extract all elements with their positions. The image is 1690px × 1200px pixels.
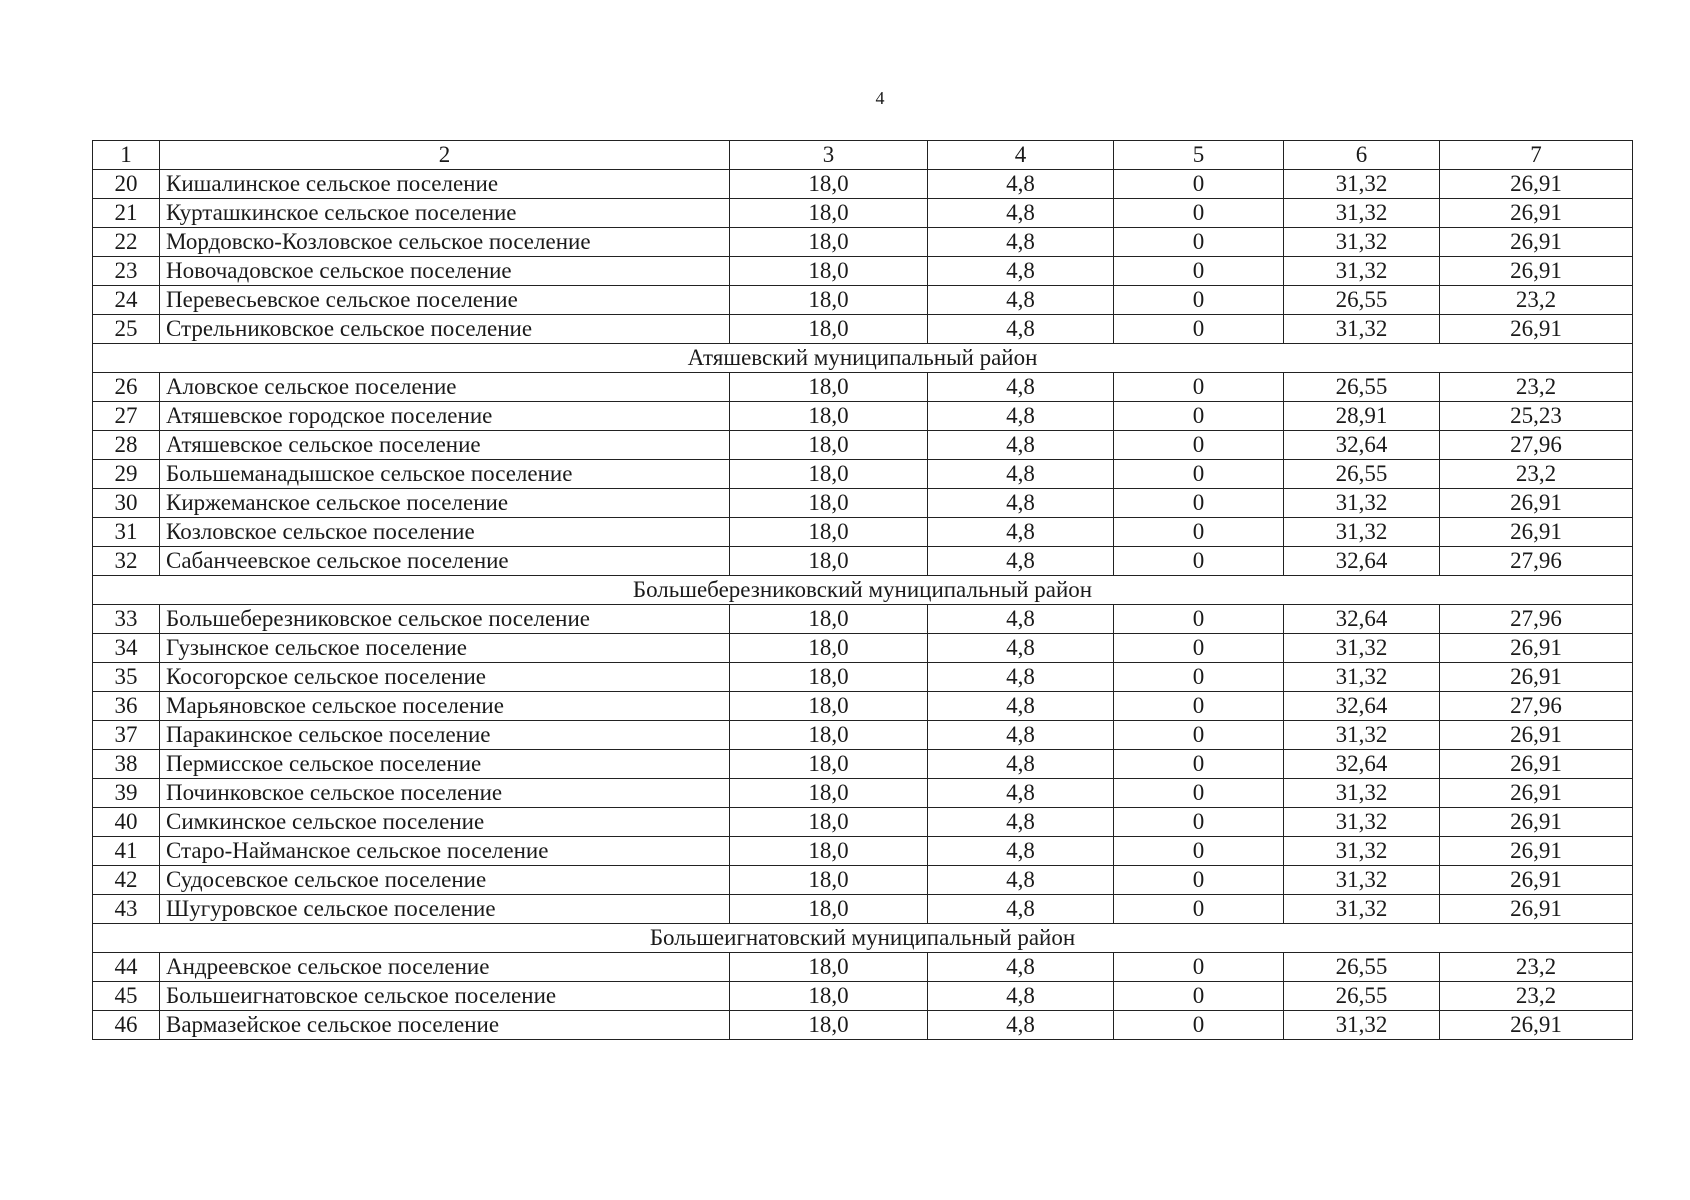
settlement-name: Большеберезниковское сельское поселение bbox=[160, 605, 730, 634]
col-6-value: 26,55 bbox=[1284, 982, 1440, 1011]
table-row bbox=[93, 170, 1633, 199]
section-title: Большеигнатовский муниципальный район bbox=[93, 924, 1633, 953]
table-row bbox=[93, 315, 1633, 344]
settlement-name: Атяшевское городское поселение bbox=[160, 402, 730, 431]
settlement-name: Аловское сельское поселение bbox=[160, 373, 730, 402]
col-5-value: 0 bbox=[1114, 257, 1284, 286]
row-number: 28 bbox=[93, 431, 160, 460]
col-6-value: 31,32 bbox=[1284, 721, 1440, 750]
col-4-value: 4,8 bbox=[928, 1011, 1114, 1040]
col-6-value: 26,55 bbox=[1284, 286, 1440, 315]
col-5-value: 0 bbox=[1114, 315, 1284, 344]
col-7-value: 27,96 bbox=[1440, 605, 1633, 634]
page-number: 4 bbox=[875, 88, 885, 108]
col-7-value: 26,91 bbox=[1440, 808, 1633, 837]
col-6-value: 31,32 bbox=[1284, 866, 1440, 895]
table-row bbox=[93, 895, 1633, 924]
table-row bbox=[93, 489, 1633, 518]
row-number: 46 bbox=[93, 1011, 160, 1040]
row-number: 40 bbox=[93, 808, 160, 837]
table-row bbox=[93, 257, 1633, 286]
table-row bbox=[93, 837, 1633, 866]
col-6-value: 28,91 bbox=[1284, 402, 1440, 431]
col-7-value: 26,91 bbox=[1440, 634, 1633, 663]
row-number: 23 bbox=[93, 257, 160, 286]
header-cell: 2 bbox=[160, 141, 730, 170]
col-5-value: 0 bbox=[1114, 547, 1284, 576]
table-row bbox=[93, 1011, 1633, 1040]
table-row bbox=[93, 605, 1633, 634]
col-6-value: 31,32 bbox=[1284, 199, 1440, 228]
row-number: 45 bbox=[93, 982, 160, 1011]
col-4-value: 4,8 bbox=[928, 286, 1114, 315]
col-6-value: 31,32 bbox=[1284, 837, 1440, 866]
row-number: 37 bbox=[93, 721, 160, 750]
col-4-value: 4,8 bbox=[928, 750, 1114, 779]
row-number: 41 bbox=[93, 837, 160, 866]
col-3-value: 18,0 bbox=[730, 605, 928, 634]
col-5-value: 0 bbox=[1114, 431, 1284, 460]
col-7-value: 23,2 bbox=[1440, 460, 1633, 489]
col-5-value: 0 bbox=[1114, 895, 1284, 924]
col-6-value: 31,32 bbox=[1284, 779, 1440, 808]
col-4-value: 4,8 bbox=[928, 866, 1114, 895]
col-5-value: 0 bbox=[1114, 228, 1284, 257]
row-number: 30 bbox=[93, 489, 160, 518]
col-3-value: 18,0 bbox=[730, 692, 928, 721]
row-number: 31 bbox=[93, 518, 160, 547]
col-3-value: 18,0 bbox=[730, 634, 928, 663]
col-4-value: 4,8 bbox=[928, 228, 1114, 257]
row-number: 39 bbox=[93, 779, 160, 808]
col-4-value: 4,8 bbox=[928, 953, 1114, 982]
row-number: 43 bbox=[93, 895, 160, 924]
settlement-name: Симкинское сельское поселение bbox=[160, 808, 730, 837]
header-row bbox=[93, 141, 1633, 170]
settlement-name: Киржеманское сельское поселение bbox=[160, 489, 730, 518]
col-7-value: 26,91 bbox=[1440, 228, 1633, 257]
col-4-value: 4,8 bbox=[928, 895, 1114, 924]
section-title: Большеберезниковский муниципальный район bbox=[93, 576, 1633, 605]
col-6-value: 26,55 bbox=[1284, 953, 1440, 982]
table-row bbox=[93, 721, 1633, 750]
table-row bbox=[93, 808, 1633, 837]
col-3-value: 18,0 bbox=[730, 953, 928, 982]
col-3-value: 18,0 bbox=[730, 199, 928, 228]
col-5-value: 0 bbox=[1114, 692, 1284, 721]
row-number: 34 bbox=[93, 634, 160, 663]
col-7-value: 27,96 bbox=[1440, 547, 1633, 576]
col-4-value: 4,8 bbox=[928, 373, 1114, 402]
col-5-value: 0 bbox=[1114, 837, 1284, 866]
col-5-value: 0 bbox=[1114, 866, 1284, 895]
settlement-name: Паракинское сельское поселение bbox=[160, 721, 730, 750]
col-4-value: 4,8 bbox=[928, 518, 1114, 547]
col-3-value: 18,0 bbox=[730, 402, 928, 431]
settlement-name: Андреевское сельское поселение bbox=[160, 953, 730, 982]
col-5-value: 0 bbox=[1114, 721, 1284, 750]
col-6-value: 32,64 bbox=[1284, 605, 1440, 634]
col-7-value: 26,91 bbox=[1440, 837, 1633, 866]
row-number: 36 bbox=[93, 692, 160, 721]
settlement-name: Пермисское сельское поселение bbox=[160, 750, 730, 779]
table-row bbox=[93, 663, 1633, 692]
col-3-value: 18,0 bbox=[730, 982, 928, 1011]
col-5-value: 0 bbox=[1114, 634, 1284, 663]
col-5-value: 0 bbox=[1114, 779, 1284, 808]
row-number: 22 bbox=[93, 228, 160, 257]
table-row bbox=[93, 402, 1633, 431]
settlement-name: Большеманадышское сельское поселение bbox=[160, 460, 730, 489]
settlement-name: Атяшевское сельское поселение bbox=[160, 431, 730, 460]
col-3-value: 18,0 bbox=[730, 170, 928, 199]
col-3-value: 18,0 bbox=[730, 1011, 928, 1040]
settlement-name: Курташкинское сельское поселение bbox=[160, 199, 730, 228]
col-5-value: 0 bbox=[1114, 373, 1284, 402]
col-5-value: 0 bbox=[1114, 518, 1284, 547]
settlement-name: Новочадовское сельское поселение bbox=[160, 257, 730, 286]
table-row bbox=[93, 286, 1633, 315]
row-number: 25 bbox=[93, 315, 160, 344]
row-number: 42 bbox=[93, 866, 160, 895]
row-number: 24 bbox=[93, 286, 160, 315]
header-cell: 3 bbox=[730, 141, 928, 170]
col-7-value: 26,91 bbox=[1440, 866, 1633, 895]
col-4-value: 4,8 bbox=[928, 199, 1114, 228]
col-4-value: 4,8 bbox=[928, 982, 1114, 1011]
row-number: 32 bbox=[93, 547, 160, 576]
col-7-value: 26,91 bbox=[1440, 315, 1633, 344]
settlement-name: Козловское сельское поселение bbox=[160, 518, 730, 547]
col-6-value: 31,32 bbox=[1284, 663, 1440, 692]
col-5-value: 0 bbox=[1114, 750, 1284, 779]
row-number: 33 bbox=[93, 605, 160, 634]
col-5-value: 0 bbox=[1114, 1011, 1284, 1040]
col-7-value: 27,96 bbox=[1440, 431, 1633, 460]
col-7-value: 26,91 bbox=[1440, 257, 1633, 286]
col-4-value: 4,8 bbox=[928, 170, 1114, 199]
settlement-name: Стрельниковское сельское поселение bbox=[160, 315, 730, 344]
col-6-value: 32,64 bbox=[1284, 692, 1440, 721]
row-number: 20 bbox=[93, 170, 160, 199]
col-3-value: 18,0 bbox=[730, 373, 928, 402]
col-6-value: 31,32 bbox=[1284, 808, 1440, 837]
col-4-value: 4,8 bbox=[928, 779, 1114, 808]
col-6-value: 31,32 bbox=[1284, 228, 1440, 257]
row-number: 27 bbox=[93, 402, 160, 431]
col-6-value: 31,32 bbox=[1284, 1011, 1440, 1040]
col-3-value: 18,0 bbox=[730, 837, 928, 866]
table-row bbox=[93, 779, 1633, 808]
col-4-value: 4,8 bbox=[928, 692, 1114, 721]
col-7-value: 26,91 bbox=[1440, 721, 1633, 750]
col-6-value: 32,64 bbox=[1284, 750, 1440, 779]
header-cell: 7 bbox=[1440, 141, 1633, 170]
col-5-value: 0 bbox=[1114, 663, 1284, 692]
col-6-value: 31,32 bbox=[1284, 489, 1440, 518]
settlement-name: Гузынское сельское поселение bbox=[160, 634, 730, 663]
header-cell: 1 bbox=[93, 141, 160, 170]
col-4-value: 4,8 bbox=[928, 547, 1114, 576]
col-7-value: 25,23 bbox=[1440, 402, 1633, 431]
tariff-table bbox=[92, 140, 1633, 1040]
col-5-value: 0 bbox=[1114, 953, 1284, 982]
col-3-value: 18,0 bbox=[730, 460, 928, 489]
row-number: 29 bbox=[93, 460, 160, 489]
header-cell: 5 bbox=[1114, 141, 1284, 170]
col-7-value: 26,91 bbox=[1440, 1011, 1633, 1040]
col-6-value: 31,32 bbox=[1284, 170, 1440, 199]
settlement-name: Вармазейское сельское поселение bbox=[160, 1011, 730, 1040]
col-3-value: 18,0 bbox=[730, 228, 928, 257]
col-4-value: 4,8 bbox=[928, 837, 1114, 866]
table-row bbox=[93, 953, 1633, 982]
table-row bbox=[93, 518, 1633, 547]
col-5-value: 0 bbox=[1114, 982, 1284, 1011]
col-7-value: 26,91 bbox=[1440, 518, 1633, 547]
col-4-value: 4,8 bbox=[928, 721, 1114, 750]
col-3-value: 18,0 bbox=[730, 489, 928, 518]
settlement-name: Кишалинское сельское поселение bbox=[160, 170, 730, 199]
col-6-value: 31,32 bbox=[1284, 518, 1440, 547]
table-row bbox=[93, 866, 1633, 895]
col-5-value: 0 bbox=[1114, 199, 1284, 228]
col-6-value: 31,32 bbox=[1284, 634, 1440, 663]
col-3-value: 18,0 bbox=[730, 431, 928, 460]
col-7-value: 26,91 bbox=[1440, 199, 1633, 228]
col-4-value: 4,8 bbox=[928, 402, 1114, 431]
col-5-value: 0 bbox=[1114, 402, 1284, 431]
settlement-name: Марьяновское сельское поселение bbox=[160, 692, 730, 721]
col-7-value: 26,91 bbox=[1440, 895, 1633, 924]
table-row bbox=[93, 634, 1633, 663]
col-3-value: 18,0 bbox=[730, 663, 928, 692]
col-3-value: 18,0 bbox=[730, 257, 928, 286]
col-7-value: 26,91 bbox=[1440, 750, 1633, 779]
col-3-value: 18,0 bbox=[730, 808, 928, 837]
col-4-value: 4,8 bbox=[928, 663, 1114, 692]
col-7-value: 23,2 bbox=[1440, 373, 1633, 402]
row-number: 38 bbox=[93, 750, 160, 779]
section-title: Атяшевский муниципальный район bbox=[93, 344, 1633, 373]
settlement-name: Судосевское сельское поселение bbox=[160, 866, 730, 895]
col-4-value: 4,8 bbox=[928, 257, 1114, 286]
col-3-value: 18,0 bbox=[730, 866, 928, 895]
table-body bbox=[93, 170, 1633, 1040]
section-row bbox=[93, 344, 1633, 373]
row-number: 21 bbox=[93, 199, 160, 228]
col-6-value: 31,32 bbox=[1284, 257, 1440, 286]
header-cell: 6 bbox=[1284, 141, 1440, 170]
col-3-value: 18,0 bbox=[730, 315, 928, 344]
col-6-value: 31,32 bbox=[1284, 315, 1440, 344]
col-7-value: 27,96 bbox=[1440, 692, 1633, 721]
col-4-value: 4,8 bbox=[928, 315, 1114, 344]
col-3-value: 18,0 bbox=[730, 895, 928, 924]
settlement-name: Сабанчеевское сельское поселение bbox=[160, 547, 730, 576]
col-4-value: 4,8 bbox=[928, 808, 1114, 837]
col-6-value: 26,55 bbox=[1284, 373, 1440, 402]
table-row bbox=[93, 750, 1633, 779]
col-3-value: 18,0 bbox=[730, 721, 928, 750]
header-cell: 4 bbox=[928, 141, 1114, 170]
col-3-value: 18,0 bbox=[730, 779, 928, 808]
col-5-value: 0 bbox=[1114, 808, 1284, 837]
table-row bbox=[93, 692, 1633, 721]
col-6-value: 32,64 bbox=[1284, 431, 1440, 460]
col-4-value: 4,8 bbox=[928, 605, 1114, 634]
row-number: 44 bbox=[93, 953, 160, 982]
col-4-value: 4,8 bbox=[928, 460, 1114, 489]
col-7-value: 26,91 bbox=[1440, 489, 1633, 518]
col-5-value: 0 bbox=[1114, 489, 1284, 518]
col-4-value: 4,8 bbox=[928, 634, 1114, 663]
section-row bbox=[93, 924, 1633, 953]
col-7-value: 26,91 bbox=[1440, 170, 1633, 199]
settlement-name: Большеигнатовское сельское поселение bbox=[160, 982, 730, 1011]
table-row bbox=[93, 228, 1633, 257]
col-3-value: 18,0 bbox=[730, 750, 928, 779]
table-row bbox=[93, 982, 1633, 1011]
col-7-value: 26,91 bbox=[1440, 779, 1633, 808]
section-row bbox=[93, 576, 1633, 605]
settlement-name: Мордовско-Козловское сельское поселение bbox=[160, 228, 730, 257]
settlement-name: Перевесьевское сельское поселение bbox=[160, 286, 730, 315]
col-7-value: 23,2 bbox=[1440, 982, 1633, 1011]
settlement-name: Косогорское сельское поселение bbox=[160, 663, 730, 692]
col-7-value: 26,91 bbox=[1440, 663, 1633, 692]
table-row bbox=[93, 199, 1633, 228]
table-row bbox=[93, 547, 1633, 576]
row-number: 26 bbox=[93, 373, 160, 402]
col-6-value: 32,64 bbox=[1284, 547, 1440, 576]
table-row bbox=[93, 373, 1633, 402]
col-4-value: 4,8 bbox=[928, 489, 1114, 518]
col-5-value: 0 bbox=[1114, 460, 1284, 489]
col-3-value: 18,0 bbox=[730, 547, 928, 576]
settlement-name: Старо-Найманское сельское поселение bbox=[160, 837, 730, 866]
col-6-value: 26,55 bbox=[1284, 460, 1440, 489]
col-5-value: 0 bbox=[1114, 605, 1284, 634]
settlement-name: Починковское сельское поселение bbox=[160, 779, 730, 808]
row-number: 35 bbox=[93, 663, 160, 692]
col-3-value: 18,0 bbox=[730, 286, 928, 315]
col-3-value: 18,0 bbox=[730, 518, 928, 547]
col-5-value: 0 bbox=[1114, 286, 1284, 315]
col-5-value: 0 bbox=[1114, 170, 1284, 199]
table-row bbox=[93, 460, 1633, 489]
col-4-value: 4,8 bbox=[928, 431, 1114, 460]
col-7-value: 23,2 bbox=[1440, 953, 1633, 982]
col-7-value: 23,2 bbox=[1440, 286, 1633, 315]
table-row bbox=[93, 431, 1633, 460]
settlement-name: Шугуровское сельское поселение bbox=[160, 895, 730, 924]
col-6-value: 31,32 bbox=[1284, 895, 1440, 924]
